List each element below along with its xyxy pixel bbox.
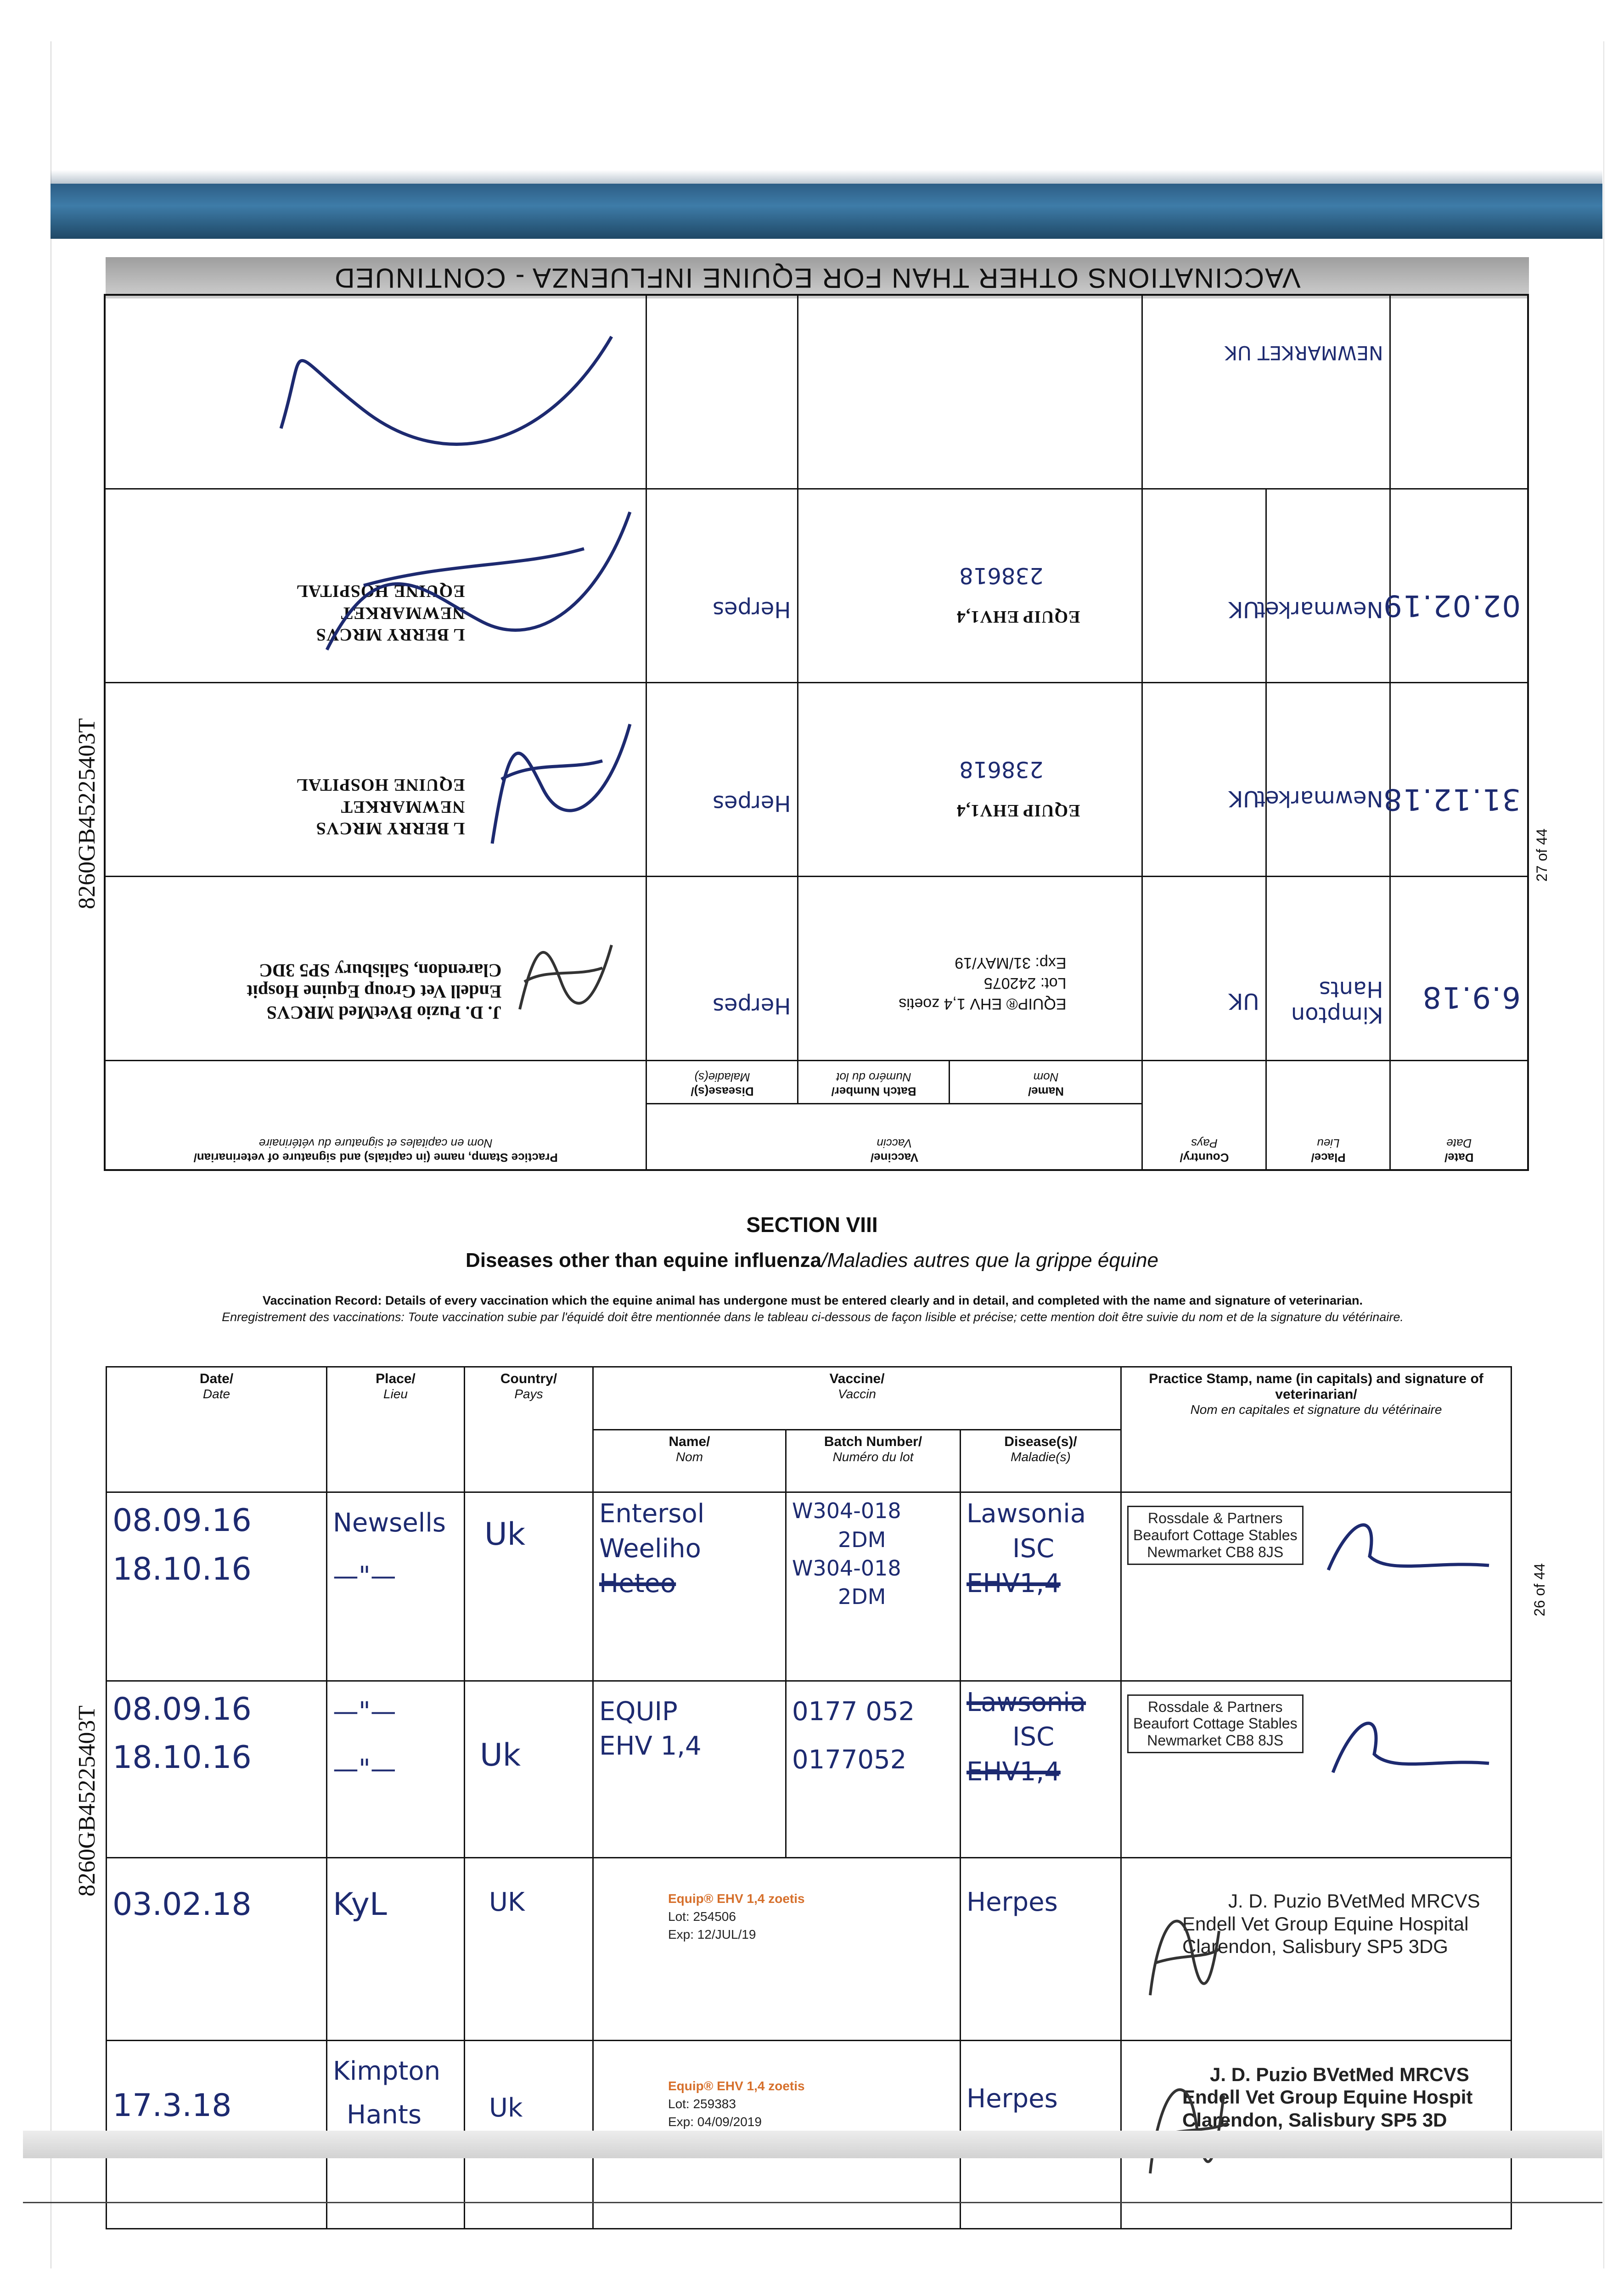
header-name: Name/ Nom	[593, 1429, 786, 1492]
country-cell: UK	[1142, 877, 1266, 1060]
table-row	[107, 1492, 1512, 1681]
vet-stamp-cell	[1121, 1681, 1512, 1857]
place-cell: NEWMARKET UK	[1142, 295, 1390, 489]
country-cell: Uk	[465, 1681, 593, 1857]
record-instructions: Vaccination Record: Details of every vaccination which the equine animal has undergone must be entered clearly and in detail, and completed with the name and signature of veterinarian. Enregistrement des vaccinations: Toute vaccination subie par l'équidé doit être mentionnée dans le tableau ci-dessous de façon lisible et précise; cette mention doit être suivie du nom et de la signature du vétérinaire.	[222, 1294, 1404, 1324]
vet-signature	[318, 503, 639, 677]
page-number-lower: 26 of 44	[1531, 1563, 1548, 1616]
upper-section-banner: VACCINATIONS OTHER THAN FOR EQUINE INFLUENZA - CONTINUED	[106, 257, 1529, 298]
disease-cell: Herpes	[646, 489, 798, 682]
header-stamp: Practice Stamp, name (in capitals) and signature of veterinarian/ Nom en capitales et signature du vétérinaire	[1121, 1367, 1512, 1492]
header-batch: Batch Number/ Numéro du lot	[798, 1060, 950, 1103]
place-cell: KyL	[327, 1858, 465, 2041]
country-cell: UK	[1142, 683, 1266, 877]
vet-stamp-cell	[1121, 1492, 1512, 1681]
side-code-lower: 8260GB45225403T	[74, 1705, 100, 1896]
place-cell: Newmarket	[1266, 683, 1390, 877]
vaccine-name-cell: Entersol Weeliho Heteo	[593, 1492, 786, 1681]
vet-signature	[1132, 2059, 1233, 2187]
vet-signature	[1315, 1497, 1498, 1588]
disease-cell: Herpes	[646, 683, 798, 877]
disease-cell: Herpes	[961, 2040, 1121, 2228]
side-code-upper: 8260GB45225403T	[74, 718, 100, 909]
country-cell: UK	[465, 1858, 593, 2041]
place-cell: Kimpton Hants	[1266, 877, 1390, 1060]
disease-cell	[646, 295, 798, 489]
table-row	[105, 295, 1528, 489]
batch-cell: W304-018 2DM W304-018 2DM	[786, 1492, 961, 1681]
vet-signature	[511, 917, 630, 1037]
country-cell: Uk	[465, 1492, 593, 1681]
date-cell: 03.02.18	[107, 1858, 327, 2041]
vaccine-sticker: EQUIP® EHV 1,4 zoetis Lot: 242075 Exp: 31/MAY/19	[798, 877, 1142, 1060]
scan-bottom-line	[23, 2202, 1602, 2203]
header-disease: Disease(s)/ Maladie(s)	[646, 1060, 798, 1103]
place-cell: Kimpton Hants	[327, 2040, 465, 2228]
header-stamp: Practice Stamp, name (in capitals) and signature of veterinarian/ Nom en capitales et signature du vétérinaire	[105, 1060, 646, 1170]
header-place: Place/ Lieu	[327, 1367, 465, 1492]
header-country: Country/ Pays	[465, 1367, 593, 1492]
disease-cell: Herpes	[646, 877, 798, 1060]
table-row	[105, 683, 1528, 877]
date-cell: 08.09.16 18.10.16	[107, 1492, 327, 1681]
vet-signature	[1132, 1890, 1224, 2009]
lower-vaccination-table	[106, 1366, 1512, 2229]
vet-signature	[488, 711, 639, 862]
vet-stamp-cell	[105, 295, 646, 489]
country-cell: UK	[1142, 489, 1266, 682]
header-vaccine: Vaccine/ Vaccin	[646, 1104, 1142, 1170]
practice-stamp: Rossdale & Partners Beaufort Cottage Stables Newmarket CB8 8JS	[1127, 1506, 1304, 1564]
header-vaccine: Vaccine/ Vaccin	[593, 1367, 1121, 1430]
header-country: Country/ Pays	[1142, 1060, 1266, 1170]
header-name: Name/ Nom	[950, 1060, 1142, 1103]
header-batch: Batch Number/ Numéro du lot	[786, 1429, 961, 1492]
date-cell	[1390, 295, 1528, 489]
disease-cell: Lawsonia ISC EHV1,4	[961, 1492, 1121, 1681]
vet-signature	[1315, 1685, 1498, 1786]
date-cell: 08.09.16 18.10.16	[107, 1681, 327, 1857]
date-cell: 17.3.18	[107, 2040, 327, 2228]
section-title: SECTION VIII	[746, 1213, 878, 1237]
vaccine-sticker: Equip® EHV 1,4 zoetis Lot: 254506 Exp: 12/JUL/19	[593, 1858, 961, 2041]
scan-bottom-band	[23, 2131, 1602, 2158]
vaccine-cell	[798, 295, 1142, 489]
vaccine-cell: EQUIP EHV1,4 238618	[798, 489, 1142, 682]
section-subtitle: Diseases other than equine influenza/Maladies autres que la grippe équine	[466, 1249, 1158, 1272]
vet-signature	[272, 327, 639, 484]
page-number-upper: 27 of 44	[1534, 828, 1550, 882]
vaccine-cell: EQUIP EHV1,4 238618	[798, 683, 1142, 877]
header-date: Date/ Date	[1390, 1060, 1528, 1170]
practice-stamp: Rossdale & Partners Beaufort Cottage Stables Newmarket CB8 8JS	[1127, 1694, 1304, 1753]
header-date: Date/ Date	[107, 1367, 327, 1492]
vet-stamp-cell: J. D. Puzio BVetMed MRCVS Endell Vet Group Equine Hospital Clarendon, Salisbury SP5 3DG	[1121, 1858, 1512, 2041]
vet-stamp-cell: L BERRY MRCVS NEWMARKET EQUINE HOSPITAL	[105, 489, 646, 682]
batch-cell: 0177 052 0177052	[786, 1681, 961, 1857]
vet-stamp-cell: J. D. Puzio BVetMed MRCVS Endell Vet Group Equine Hospit Clarendon, Salisbury SP5 3DC	[105, 877, 646, 1060]
upper-vaccination-table	[104, 294, 1529, 1171]
header-disease: Disease(s)/ Maladie(s)	[961, 1429, 1121, 1492]
upper-page	[106, 263, 1529, 1171]
date-cell: 6.9.18	[1390, 877, 1528, 1060]
place-cell: Newmarket	[1266, 489, 1390, 682]
country-cell: Uk	[465, 2040, 593, 2228]
place-cell: Newsells —"—	[327, 1492, 465, 1681]
table-row	[107, 1858, 1512, 2041]
vet-stamp-cell: J. D. Puzio BVetMed MRCVS Endell Vet Group Equine Hospit Clarendon, Salisbury SP5 3D	[1121, 2040, 1512, 2228]
binding-band	[51, 184, 1602, 239]
disease-cell: Herpes	[961, 1858, 1121, 2041]
table-row	[107, 1681, 1512, 1857]
place-cell: —"— —"—	[327, 1681, 465, 1857]
date-cell: 31.12.18	[1390, 683, 1528, 877]
table-row	[105, 489, 1528, 682]
vaccine-sticker: Equip® EHV 1,4 zoetis Lot: 259383 Exp: 04/09/2019	[593, 2040, 961, 2228]
vet-stamp-cell: L BERRY MRCVS NEWMARKET EQUINE HOSPITAL	[105, 683, 646, 877]
vaccine-name-cell: EQUIP EHV 1,4	[593, 1681, 786, 1857]
table-row	[105, 877, 1528, 1060]
disease-cell: Lawsonia ISC EHV1,4	[961, 1681, 1121, 1857]
date-cell: 02.02.19	[1390, 489, 1528, 682]
header-place: Place/ Lieu	[1266, 1060, 1390, 1170]
